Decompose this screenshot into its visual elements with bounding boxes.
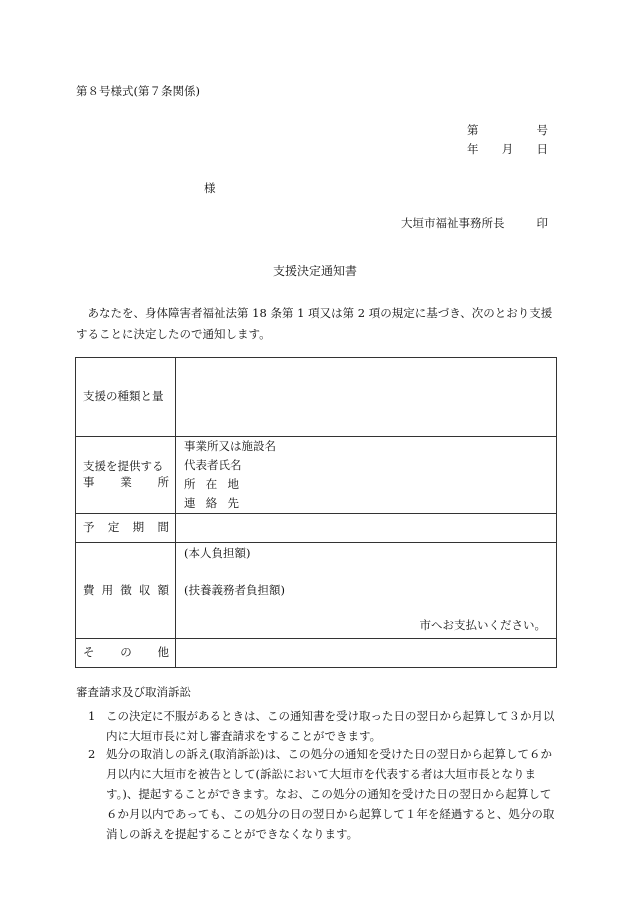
note-number: 1: [88, 709, 96, 723]
date-day: 日: [536, 142, 548, 156]
provider-label: 支援を提供する 事 業 所: [76, 437, 176, 514]
number-suffix: 号: [536, 123, 548, 137]
fee-value[interactable]: [176, 543, 557, 639]
table-row-other: [76, 639, 557, 668]
other-value[interactable]: [176, 639, 557, 668]
period-value[interactable]: [176, 514, 557, 543]
form-number: 第８号様式(第７条関係): [76, 84, 200, 98]
note-text: 処分の取消しの訴え(取消訴訟)は、この処分の通知を受けた日の翌日から起算して６か月以内に大垣市を被告として(訴訟において大垣市を代表する者は大垣市長となります。)、提起することができます。なお、この処分の通知を受けた日の翌日から起算して６か月以内であっても、この処分の日の翌日から起算して１年を経過すると、処分の取消しの訴えを提起することができなくなります。: [106, 747, 555, 841]
document-title: 支援決定通知書: [272, 264, 357, 278]
date-year: 年: [467, 142, 479, 156]
note-item: [88, 706, 558, 746]
table-row-period: [76, 514, 557, 543]
note-number: 2: [88, 747, 96, 761]
provider-value[interactable]: [176, 437, 557, 514]
support-kind-label: 支援の種類と量: [76, 358, 176, 437]
note-item: [88, 744, 558, 844]
seal-mark: 印: [536, 216, 548, 230]
provider-rep-label: 代表者氏名: [184, 458, 242, 472]
provider-address-label: 所 在 地: [184, 477, 239, 491]
provider-contact-label: 連 絡 先: [184, 496, 239, 510]
provider-facility-label: 事業所又は施設名: [184, 439, 276, 453]
notes-heading: 審査請求及び取消訴訟: [76, 685, 191, 699]
number-prefix: 第: [467, 123, 479, 137]
fee-label: 費 用 徴 収 額: [76, 543, 176, 639]
other-label: そ の 他: [76, 639, 176, 668]
table-row-support-kind: [76, 358, 557, 437]
note-text: この決定に不服があるときは、この通知書を受け取った日の翌日から起算して３か月以内に大垣市長に対し審査請求をすることができます。: [106, 709, 555, 743]
date-line: [467, 142, 548, 158]
table-row-provider: [76, 437, 557, 514]
period-label: 予 定 期 間: [76, 514, 176, 543]
table-row-fee: [76, 543, 557, 639]
issuer-line: [401, 216, 548, 232]
support-kind-value[interactable]: [176, 358, 557, 437]
fee-supporter-label: (扶養義務者負担額): [184, 583, 285, 597]
date-month: 月: [501, 142, 514, 156]
document-number-line: [467, 123, 548, 139]
issuer-name: 大垣市福祉事務所長: [401, 216, 505, 230]
fee-self-label: (本人負担額): [184, 546, 251, 560]
decision-table: [75, 357, 557, 668]
intro-paragraph: あなたを、身体障害者福祉法第 18 条第 1 項又は第 2 項の規定に基づき、次のとおり支援することに決定したので通知します。: [76, 306, 553, 341]
addressee-honorific: 様: [204, 181, 216, 195]
fee-payment-note: 市へお支払いください。: [419, 618, 546, 633]
